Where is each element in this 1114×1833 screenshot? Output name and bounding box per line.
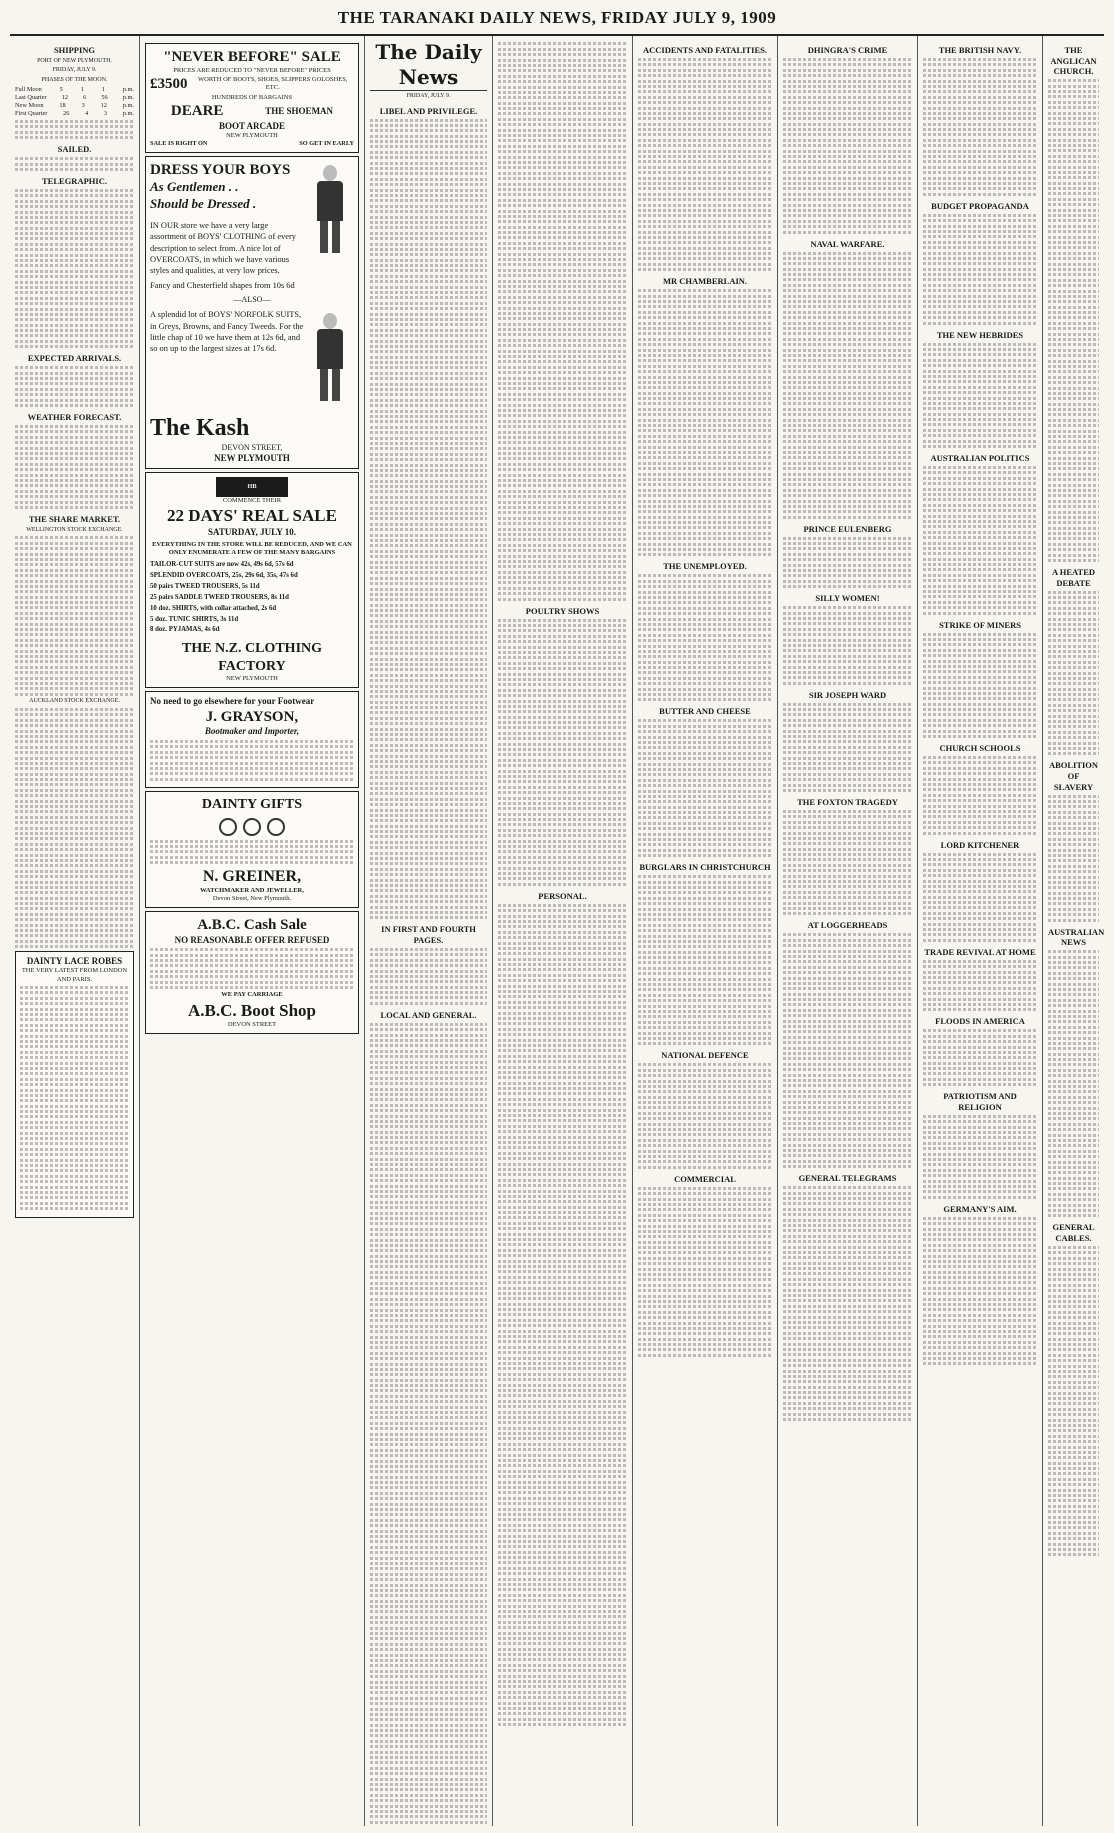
store-description: IN OUR store we have a very large assortment of BOYS' CLOTHING of every description to select from. A nice lot of OVERCOATS, in which we have various styles and qualities, at very low prices. [150, 220, 296, 276]
unemployed-heading: THE UNEMPLOYED. [663, 561, 747, 572]
abolition-slavery-heading: ABOLITION OF SLAVERY [1048, 760, 1099, 792]
heated-debate-heading: A HEATED DEBATE [1051, 567, 1096, 588]
port-heading: PORT OF NEW PLYMOUTH. [37, 57, 112, 64]
burglars-heading: BURGLARS IN CHRISTCHURCH [639, 862, 771, 873]
abc-cash-sale-title: A.B.C. Cash Sale [197, 916, 307, 933]
first-fourth-pages-heading: IN FIRST AND FOURTH PAGES. [381, 924, 476, 945]
stock-description: WORTH OF BOOTS, SHOES, SLIPPERS GOLOSHES, ETC. [198, 76, 348, 92]
loggerheads-heading: AT LOGGERHEADS [807, 920, 888, 931]
column-editorial [365, 36, 493, 1826]
text-block [1048, 591, 1099, 756]
text-block [783, 933, 912, 1168]
lace-robes-ad [15, 951, 134, 1217]
text-block [783, 703, 912, 792]
hb-logo: HB [216, 477, 288, 497]
joseph-ward-heading: SIR JOSEPH WARD [808, 689, 887, 700]
naval-warfare-heading: NAVAL WARFARE. [810, 238, 885, 249]
wellington-exchange-heading: WELLINGTON STOCK EXCHANGE. [26, 526, 123, 533]
sale-item: 5 doz. TUNIC SHIRTS, 3s 11d [150, 615, 239, 623]
dhingra-heading: DHINGRA'S CRIME [807, 45, 888, 55]
norfolk-suits-text: A splendid lot of BOYS' NORFOLK SUITS, in Greys, Browns, and Fancy Tweeds. For the little chap of 10 we have them at 12s 6d, and so on up to the largest sizes at 17s 6d. [150, 310, 304, 354]
as-gentlemen-text: As Gentlemen . . [150, 179, 239, 195]
moon-phase-row: New Moon 18 3 12 p.m. [15, 101, 134, 109]
sailed-heading: SAILED. [57, 144, 92, 155]
moon-phase-row: Full Moon 5 1 1 p.m. [15, 86, 134, 94]
local-general-heading: LOCAL AND GENERAL. [380, 1009, 477, 1020]
text-block [1048, 950, 1099, 1217]
general-cables-heading: GENERAL CABLES. [1052, 1222, 1095, 1244]
deare-name: DEARE [170, 102, 224, 119]
moon-phase-row: Last Quarter 12 6 56 p.m. [15, 93, 134, 101]
never-before-sale-ad [145, 43, 359, 153]
shipping-heading: SHIPPING [53, 45, 96, 55]
general-telegrams-heading: GENERAL TELEGRAMS [798, 1173, 897, 1184]
eulenberg-heading: PRINCE EULENBERG [803, 523, 892, 534]
greiner-name: N. GREINER, [202, 867, 302, 885]
text-block [498, 904, 627, 1726]
national-defence-heading: NATIONAL DEFENCE [661, 1050, 749, 1061]
trade-revival-heading: TRADE REVIVAL AT HOME [924, 946, 1036, 957]
text-block [15, 366, 134, 407]
fancy-shapes-text: Fancy and Chesterfield shapes from 10s 6d [150, 280, 295, 290]
everything-reduced-text: EVERYTHING IN THE STORE WILL BE REDUCED, AND WE CAN ONLY ENUMERATE A FEW OF THE MANY BARGAINS [152, 540, 352, 557]
text-block [1048, 1246, 1099, 1556]
dress-boys-title: DRESS YOUR BOYS [150, 161, 291, 178]
church-schools-heading: CHURCH SCHOOLS [939, 743, 1021, 754]
floods-america-heading: FLOODS IN AMERICA [935, 1016, 1025, 1027]
foxton-tragedy-heading: THE FOXTON TRAGEDY [797, 796, 898, 807]
kash-town: NEW PLYMOUTH [214, 453, 290, 464]
text-block [370, 948, 487, 1005]
daily-news-title: The Daily News [370, 40, 487, 91]
also-text: —ALSO— [233, 295, 271, 305]
prices-reduced-text: PRICES ARE REDUCED TO "NEVER BEFORE" PRICES [173, 66, 331, 74]
text-block [923, 214, 1037, 325]
text-block [923, 756, 1037, 834]
text-block [15, 708, 134, 948]
text-block [638, 875, 772, 1045]
expected-arrivals-heading: EXPECTED ARRIVALS. [27, 353, 122, 364]
germany-aim-heading: GERMANY'S AIM. [943, 1203, 1017, 1214]
text-block [1048, 795, 1099, 922]
watchmaker-text: WATCHMAKER AND JEWELLER, [200, 886, 304, 894]
bargains-text: HUNDREDS OF BARGAINS [211, 93, 293, 101]
abc-boot-shop: A.B.C. Boot Shop [187, 1000, 316, 1020]
shipping-date: FRIDAY, JULY 9. [52, 67, 97, 74]
budget-propaganda-heading: BUDGET PROPAGANDA [931, 200, 1029, 211]
text-block [783, 1186, 912, 1421]
be-dressed-text: Should be Dressed . [150, 195, 257, 211]
sale-item: 10 doz. SHIRTS, with collar attached, 2s 6d [150, 604, 277, 612]
text-block [923, 343, 1037, 448]
text-block [783, 606, 912, 684]
lace-robes-title: DAINTY LACE ROBES [26, 956, 123, 967]
text-block [783, 810, 912, 915]
boy-illustration [306, 165, 354, 255]
libel-heading: LIBEL AND PRIVILEGE. [379, 105, 478, 116]
text-block [638, 289, 772, 556]
boot-arcade-text: BOOT ARCADE [218, 120, 286, 131]
text-block [923, 1217, 1037, 1366]
australian-news-heading: AUSTRALIAN NEWS [1048, 926, 1104, 948]
carriage-text: WE PAY CARRIAGE [221, 991, 283, 999]
text-block [638, 719, 772, 857]
sale-item: 50 pairs TWEED TROUSERS, 5s 11d [150, 582, 260, 590]
auckland-exchange-heading: AUCKLAND STOCK EXCHANGE. [29, 698, 120, 705]
text-block [923, 58, 1037, 196]
personal-heading: PERSONAL. [538, 890, 587, 901]
kash-boys-clothing-ad [145, 156, 359, 470]
abc-cash-sale-ad [145, 911, 359, 1034]
share-market-heading: THE SHARE MARKET. [28, 513, 121, 524]
text-block [638, 574, 772, 701]
chamberlain-heading: MR CHAMBERLAIN. [662, 276, 748, 287]
telegraphic-heading: TELEGRAPHIC. [42, 175, 107, 186]
text-block [783, 537, 912, 589]
get-in-early-text: SO GET IN EARLY [299, 139, 354, 147]
anglican-church-heading: THE ANGLICAN CHURCH. [1050, 45, 1097, 77]
silly-women-heading: SILLY WOMEN! [815, 593, 880, 604]
grayson-name: J. GRAYSON, [205, 708, 299, 725]
shoeman-text: THE SHOEMAN [265, 105, 334, 116]
text-block [15, 120, 134, 139]
column-news-4 [493, 36, 633, 1826]
lace-robes-subtitle: THE VERY LATEST FROM LONDON AND PARIS. [21, 967, 128, 983]
abc-street: DEVON STREET [227, 1020, 277, 1028]
text-block [15, 536, 134, 695]
text-block [923, 1115, 1037, 1199]
text-block [923, 466, 1037, 615]
never-before-title: "NEVER BEFORE" SALE [163, 49, 341, 65]
boot-arcade-town: NEW PLYMOUTH [226, 131, 278, 139]
commercial-heading: COMMERCIAL [674, 1173, 736, 1184]
text-block [638, 1063, 772, 1168]
nz-clothing-factory: THE N.Z. CLOTHING FACTORY [181, 641, 323, 674]
text-block [923, 853, 1037, 942]
real-sale-title: 22 DAYS' REAL SALE [167, 506, 337, 526]
column-news-8 [1043, 36, 1104, 1826]
weather-forecast-heading: WEATHER FORECAST. [27, 412, 122, 423]
column-news-5 [633, 36, 778, 1826]
strike-miners-heading: STRIKE OF MINERS [939, 619, 1021, 630]
greiner-ad [145, 791, 359, 908]
footwear-text: No need to go elsewhere for your Footwear [150, 696, 315, 707]
text-block [370, 1023, 487, 1826]
butter-cheese-heading: BUTTER AND CHEESE [659, 706, 751, 717]
sale-item: SPLENDID OVERCOATS, 25s, 29s 6d, 35s, 47s 6d [150, 572, 298, 580]
text-block [370, 119, 487, 920]
sale-date: SATURDAY, JULY 10. [207, 526, 297, 537]
text-block [1048, 79, 1099, 562]
text-block [498, 42, 627, 600]
poultry-shows-heading: POULTRY SHOWS [525, 605, 600, 616]
text-block [15, 189, 134, 348]
british-navy-heading: THE BRITISH NAVY. [938, 45, 1022, 55]
text-block [923, 633, 1037, 738]
rings-icon [150, 818, 354, 836]
accidents-heading: ACCIDENTS AND FATALITIES. [643, 45, 767, 55]
patriotism-heading: PATRIOTISM AND RELIGION [943, 1091, 1017, 1112]
real-sale-ad [145, 472, 359, 688]
grayson-ad [145, 691, 359, 788]
new-hebrides-heading: THE NEW HEBRIDES [936, 329, 1024, 340]
column-news-6 [778, 36, 918, 1826]
text-block [783, 58, 912, 234]
nz-clothing-town: NEW PLYMOUTH [226, 675, 278, 683]
sale-item: 25 pairs SADDLE TWEED TROUSERS, 8s 11d [150, 593, 289, 601]
boy-illustration [306, 313, 354, 403]
text-block [923, 1029, 1037, 1086]
greiner-address: Devon Street, New Plymouth. [212, 894, 292, 902]
sale-on-text: SALE IS RIGHT ON [150, 139, 208, 147]
masthead: THE TARANAKI DAILY NEWS, FRIDAY JULY 9, 1909 [10, 6, 1104, 36]
text-block [15, 157, 134, 171]
column-news-7 [918, 36, 1043, 1826]
moon-phases-heading: PHASES OF THE MOON. [41, 76, 108, 83]
editorial-date: FRIDAY, JULY 9. [406, 93, 451, 99]
stock-amount: £3500 [150, 75, 188, 92]
text-block [498, 619, 627, 886]
text-block [15, 425, 134, 509]
bootmaker-text: Bootmaker and Importer, [204, 726, 300, 737]
kash-address: DEVON STREET, [221, 443, 283, 453]
sale-item: 8 doz. PYJAMAS, 4s 6d [150, 626, 220, 634]
commence-text: COMMENCE THEIR [222, 497, 282, 505]
lord-kitchener-heading: LORD KITCHENER [940, 839, 1020, 850]
column-advertisements [140, 36, 365, 1826]
moon-phase-row: First Quarter 26 4 3 p.m. [15, 109, 134, 117]
kash-name: The Kash [150, 415, 250, 442]
text-block [638, 58, 772, 271]
text-block [923, 960, 1037, 1012]
text-block [783, 252, 912, 519]
moon-phase-list [15, 86, 134, 117]
text-block [638, 1187, 772, 1357]
no-offer-refused-text: NO REASONABLE OFFER REFUSED [174, 934, 330, 945]
column-shipping [10, 36, 140, 1826]
sale-item: TAILOR-CUT SUITS are now 42s, 49s 6d, 57s 6d [150, 561, 294, 569]
dainty-gifts-title: DAINTY GIFTS [201, 797, 303, 813]
australian-politics-heading: AUSTRALIAN POLITICS [930, 453, 1030, 464]
